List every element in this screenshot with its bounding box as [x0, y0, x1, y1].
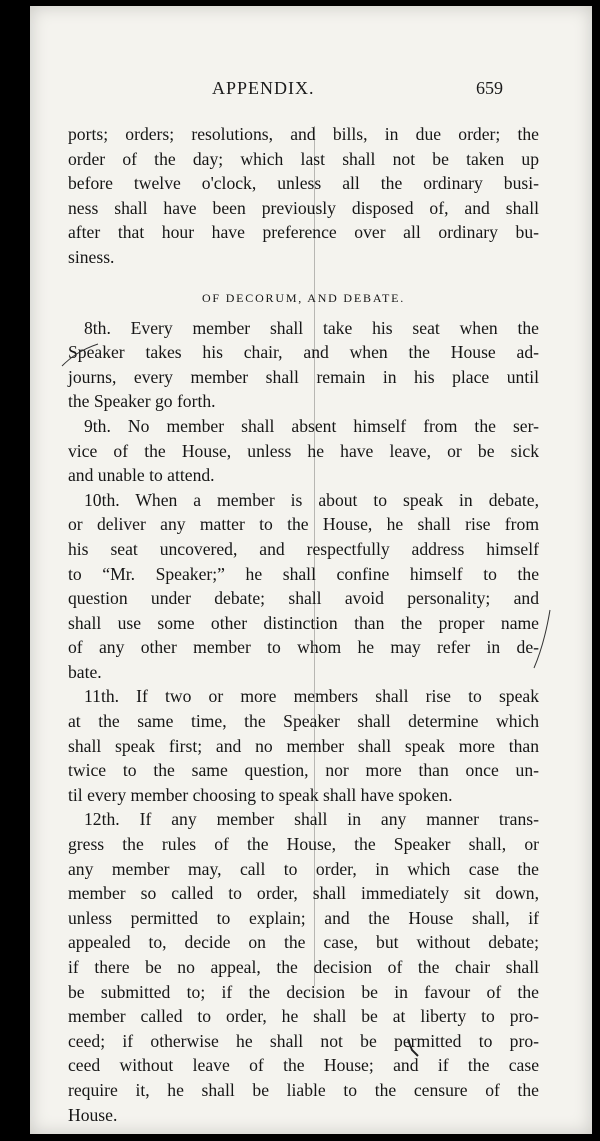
- text-line: to “Mr. Speaker;” he shall confine himself to the: [68, 563, 539, 584]
- text-line: 12th. If any member shall in any manner trans-: [84, 809, 539, 830]
- rule-10th: [68, 488, 539, 685]
- text-line: require it, he shall be liable to the censure of the: [68, 1079, 539, 1100]
- book-page: [30, 6, 592, 1134]
- text-line: or deliver any matter to the House, he shall rise from: [68, 514, 539, 535]
- text-line: unless permitted to explain; and the House shall, if: [68, 907, 539, 928]
- ink-blot-mark: [404, 1036, 424, 1066]
- text-line: before twelve o'clock, unless all the ordinary busi-: [68, 173, 539, 194]
- text-line: shall speak first; and no member shall speak more than: [68, 735, 539, 756]
- text-line: 8th. Every member shall take his seat when the: [84, 317, 539, 338]
- text-line: at the same time, the Speaker shall determine which: [68, 711, 539, 732]
- text-line: member so called to order, shall immediately sit down,: [68, 883, 539, 904]
- text-line: his seat uncovered, and respectfully address himself: [68, 538, 539, 559]
- rule-11th: [68, 684, 539, 807]
- text-line: question under debate; shall avoid personality; and: [68, 588, 539, 609]
- text-line: 9th. No member shall absent himself from the ser-: [84, 415, 539, 436]
- text-line: be submitted to; if the decision be in favour of the: [68, 981, 539, 1002]
- text-line: ceed; if otherwise he shall not be permitted to pro-: [68, 1030, 539, 1051]
- text-line: til every member choosing to speak shall have spoken.: [68, 784, 453, 805]
- body-text: [68, 122, 539, 1127]
- text-line: after that hour have preference over all ordinary bu-: [68, 222, 539, 243]
- text-line: gress the rules of the House, the Speaker shall, or: [68, 834, 539, 855]
- running-head-title: APPENDIX.: [212, 78, 315, 98]
- page-number: 659: [476, 78, 503, 98]
- text-line: bate.: [68, 661, 102, 682]
- text-line: any member may, call to order, in which case the: [68, 858, 539, 879]
- text-line: order of the day; which last shall not be taken up: [68, 148, 539, 169]
- rule-9th: [68, 414, 539, 488]
- text-line: and unable to attend.: [68, 465, 215, 486]
- text-line: 11th. If two or more members shall rise to speak: [84, 686, 539, 707]
- text-line: if there be no appeal, the decision of the chair shall: [68, 957, 539, 977]
- text-line: vice of the House, unless he have leave, or be sick: [68, 440, 539, 461]
- text-line: appealed to, decide on the case, but without debate;: [68, 932, 539, 953]
- text-line: Speaker takes his chair, and when the House ad-: [68, 342, 539, 363]
- ink-margin-mark: [60, 336, 100, 396]
- text-line: ceed without leave of the House; and if the case: [68, 1055, 539, 1076]
- running-head: [30, 78, 592, 108]
- text-line: House.: [68, 1104, 118, 1125]
- text-line: the Speaker go forth.: [68, 391, 216, 412]
- section-heading: OF DECORUM, AND DEBATE.: [201, 290, 406, 305]
- rule-12th: [68, 807, 539, 1127]
- text-line: journs, every member shall remain in his place until: [68, 366, 539, 387]
- continued-paragraph: [68, 122, 539, 270]
- text-line: ports; orders; resolutions, and bills, in due order; the: [68, 124, 539, 144]
- text-line: shall use some other distinction than the proper name: [68, 612, 539, 633]
- text-line: of any other member to whom he may refer in de-: [68, 637, 539, 658]
- ink-margin-mark: [530, 606, 570, 676]
- text-line: siness.: [68, 246, 115, 267]
- rule-8th: [68, 316, 539, 414]
- text-line: 10th. When a member is about to speak in debate,: [84, 489, 539, 510]
- text-line: member called to order, he shall be at liberty to pro-: [68, 1006, 539, 1027]
- text-line: twice to the same question, nor more than once un-: [68, 760, 539, 781]
- text-line: ness shall have been previously disposed of, and shall: [68, 197, 539, 218]
